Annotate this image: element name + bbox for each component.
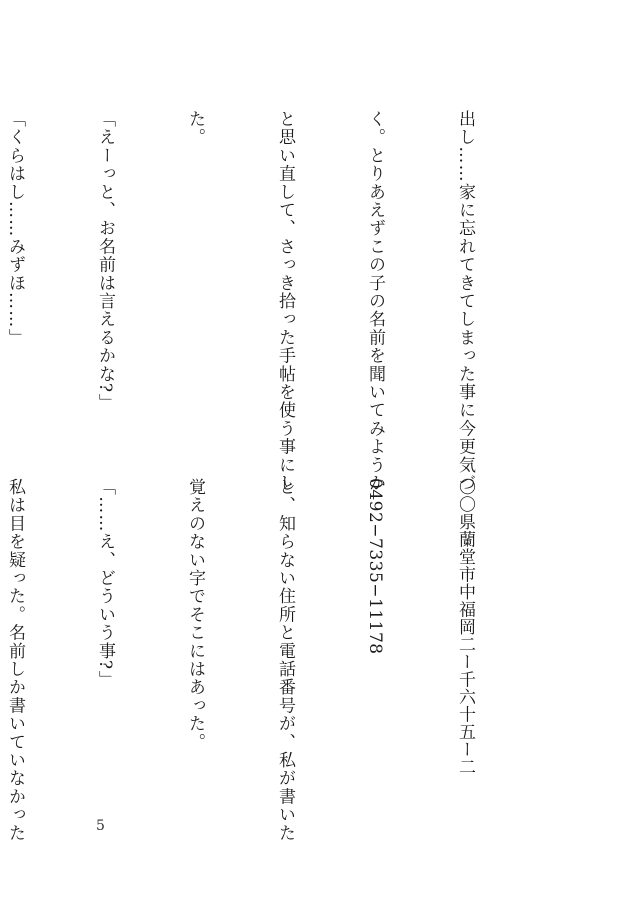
phone-number-line: 0492−7335−11178 [365, 478, 385, 655]
text-column: く。とりあえずこの子の名前を聞いてみようか [365, 110, 385, 493]
address-line: 〇〇県蘭堂市中福岡二ー千六十五ー二 [455, 478, 475, 776]
text-column: 「くらはし……みずほ……」 [5, 110, 25, 347]
text-column: 覚えのない字でそこにはあった。 [185, 478, 205, 751]
text-column: 「……え、どういう事?」 [95, 478, 115, 689]
text-column: 「えーっと、お名前は言えるかな?」 [95, 110, 115, 412]
text-column: 私は目を疑った。名前しか書いていなかった [5, 478, 25, 842]
text-column: と、知らない住所と電話番号が、私が書いた [275, 478, 295, 842]
text-column: と思い直して、さっき拾った手帖を使う事にし [275, 110, 295, 493]
page-number: 5 [96, 818, 105, 834]
text-column: た。 [185, 110, 205, 147]
bottom-text-block [0, 478, 540, 842]
top-text-block [0, 110, 540, 493]
text-column: 出し……家に忘れてきてしまった事に今更気づ [455, 110, 475, 493]
